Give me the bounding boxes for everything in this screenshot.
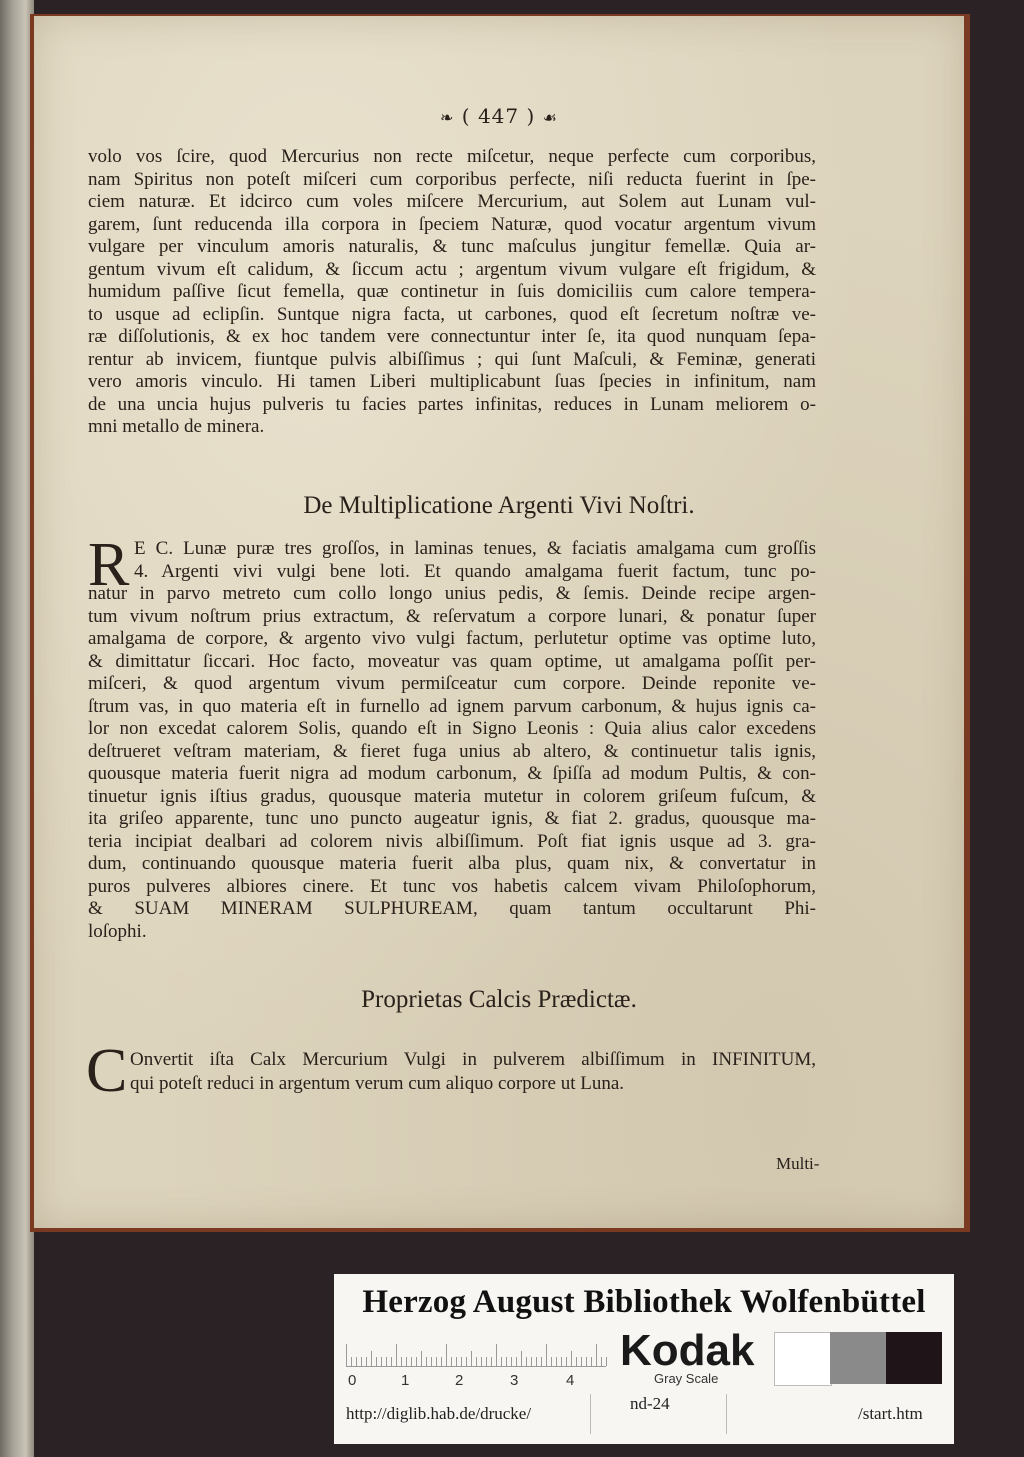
ruler-tick [481, 1357, 482, 1366]
card-divider [726, 1394, 727, 1434]
ruler-tick [436, 1357, 437, 1366]
ruler-tick [491, 1357, 492, 1366]
text-line: teria incipiat dealbari ad colorem nivis albiſſimum. Poſt fiat ignis usque ad 3. gra- [88, 830, 816, 852]
ruler-tick [446, 1344, 447, 1366]
ruler-tick [401, 1357, 402, 1366]
gray-scale-label: Gray Scale [654, 1371, 719, 1386]
ruler-tick [581, 1357, 582, 1366]
properties-paragraph [88, 1048, 816, 1096]
ruler-tick [511, 1357, 512, 1366]
ruler-tick [536, 1357, 537, 1366]
text-line: ciem naturæ. Et idcirco cum voles miſcere Mercurium, aut Solem aut Lunam vul- [88, 191, 816, 212]
text-line: mni metallo de minera. [88, 416, 265, 437]
ruler-tick [586, 1357, 587, 1366]
ruler-tick [556, 1357, 557, 1366]
ruler-tick [416, 1357, 417, 1366]
ruler-tick [501, 1357, 502, 1366]
text-line: puros pulveres albiores cinere. Et tunc vos habetis calcem vivam Philoſophorum, [88, 875, 816, 897]
text-line: rentur ab invicem, fiuntque pulvis albiſſimus ; qui ſunt Maſculi, & Feminæ, generati [88, 348, 816, 370]
ornament-left-icon: ❧ [440, 108, 455, 127]
shelf-code: nd-24 [630, 1394, 670, 1413]
ruler-tick [551, 1357, 552, 1366]
text-line: natur in parvo metreto cum collo longo unius pedis, & ſemis. Deinde recipe argen- [88, 583, 816, 604]
ruler-tick [411, 1357, 412, 1366]
ruler-tick [391, 1357, 392, 1366]
ruler-tick [366, 1357, 367, 1366]
text-line: & SUAM MINERAM SULPHUREAM, quam tantum occultarunt Phi- [88, 898, 816, 919]
text-line: deſtrueret veſtram materiam, & fieret fuga unius ab altero, & continuetur talis ignis, [88, 740, 816, 762]
ruler-tick [471, 1351, 472, 1366]
drop-cap-c: C [86, 1037, 128, 1105]
ruler-tick [461, 1357, 462, 1366]
ruler-tick [566, 1357, 567, 1366]
text-line: dum, continuando quousque materia fuerit alba plus, quam nix, & convertatur in [88, 853, 816, 874]
ruler-tick [476, 1357, 477, 1366]
ruler-tick [531, 1357, 532, 1366]
url-right: /start.htm [858, 1404, 923, 1423]
text-line: & dimittatur ſiccari. Hoc facto, moveatur vas quam optime, ut amalgama poſſit per- [88, 650, 816, 672]
ruler-tick [346, 1344, 347, 1366]
gray-swatch-mid [830, 1332, 886, 1384]
section-heading-properties: Proprietas Calcis Prædictæ. [361, 986, 637, 1013]
ruler-tick [421, 1351, 422, 1366]
ruler-tick [506, 1357, 507, 1366]
ruler-tick [591, 1357, 592, 1366]
ruler-tick [356, 1357, 357, 1366]
text-line: gentum vivum eſt calidum, & ſiccum actu ; argentum vivum vulgare eſt frigidum, & [88, 258, 816, 280]
text-line: Onvertit iſta Calx Mercurium Vulgi in pulverem albiſſimum in INFINITUM, [130, 1049, 816, 1070]
ruler-tick [406, 1357, 407, 1366]
section-heading-multiplication: De Multiplicatione Argenti Vivi Noſtri. [303, 492, 695, 519]
multiplication-paragraph [88, 538, 816, 943]
ruler-tick [396, 1344, 397, 1366]
ruler-tick [596, 1344, 597, 1366]
text-line: 4. Argenti vivi vulgi bene loti. Et quando amalgama fuerit factum, tunc po- [134, 560, 816, 582]
ruler-label: 2 [455, 1372, 464, 1389]
ruler-tick [571, 1351, 572, 1366]
ruler-tick [376, 1357, 377, 1366]
text-line: ſtrum vas, in quo materia eſt in furnello ad ignem parvum carbonum, & hujus ignis ca- [88, 695, 816, 717]
gray-swatch-black [886, 1332, 942, 1384]
text-line: lor non excedat calorem Solis, quando eſt in Signo Leonis : Quia alius calor excedens [88, 718, 816, 739]
text-line: to usque ad eclipſin. Suntque nigra facta, ut carbones, quod eſt ſecretum noſtræ ve- [88, 303, 816, 325]
ruler-label: 0 [348, 1372, 357, 1389]
text-line: garem, ſunt reducenda illa corpora in ſpeciem Naturæ, quod vocatur argentum vivum [88, 213, 816, 235]
text-line: ita griſeo apparente, tunc uno puncto augeatur ignis, & fiat 2. gradus, quousque ma- [88, 808, 816, 829]
ruler-tick [576, 1357, 577, 1366]
ruler-tick [541, 1357, 542, 1366]
ruler-tick [451, 1357, 452, 1366]
library-color-card [334, 1274, 954, 1444]
ruler-tick [546, 1344, 547, 1366]
kodak-logo: Kodak [620, 1326, 755, 1375]
text-line: nam Spiritus non poteſt miſceri cum corporibus perfecte, niſi reducta fuerint in ſpe- [88, 168, 816, 190]
ruler-tick [606, 1357, 607, 1366]
ruler-label: 4 [566, 1372, 575, 1389]
opening-paragraph [88, 146, 816, 439]
ruler-label: 1 [401, 1372, 410, 1389]
ruler-tick [486, 1357, 487, 1366]
ruler-tick [466, 1357, 467, 1366]
ruler-tick [601, 1357, 602, 1366]
ruler-tick [351, 1357, 352, 1366]
text-line: humidum paſſive ſicut femella, quæ continetur in ſuis domiciliis cum calore tempera- [88, 281, 816, 302]
text-line: de una uncia hujus pulveris tu facies partes infinitas, reduces in Lunam meliorem o- [88, 393, 816, 415]
text-line: ræ diſſolutionis, & ex hoc tandem vere connectuntur inter ſe, ita quod nunquam ſepa- [88, 326, 816, 347]
ruler-tick [441, 1357, 442, 1366]
ruler-tick [381, 1357, 382, 1366]
ruler-tick [371, 1351, 372, 1366]
facing-page-edge [0, 0, 34, 1457]
page-number: ❧ ( 447 ) ☙ [440, 104, 558, 128]
text-line: amalgama de corpore, & argento vivo vulgi factum, perlutetur optime vas optime luto, [88, 628, 816, 649]
ruler-tick [561, 1357, 562, 1366]
ruler-tick [426, 1357, 427, 1366]
text-line: quousque materia fuerit nigra ad modum carbonum, & ſpiſſa ad modum Pultis, & con- [88, 763, 816, 784]
ruler-tick [516, 1357, 517, 1366]
ruler-tick [361, 1357, 362, 1366]
text-line: miſceri, & quod argentum vivum permiſceatur cum corpore. Deinde reponite ve- [88, 673, 816, 694]
url-left: http://diglib.hab.de/drucke/ [346, 1404, 532, 1423]
text-line: loſophi. [88, 920, 147, 942]
ruler-tick [456, 1357, 457, 1366]
ruler-tick [386, 1357, 387, 1366]
card-divider [590, 1394, 591, 1434]
book-page [34, 16, 964, 1228]
ruler-label: 3 [510, 1372, 519, 1389]
text-line: vulgare per vinculum amoris naturalis, & tunc maſculus jungitur femellæ. Quia ar- [88, 236, 816, 257]
ruler-tick [521, 1351, 522, 1366]
text-line: vero amoris vinculo. Hi tamen Liberi multiplicabunt ſuas ſpecies in infinitum, nam [88, 371, 816, 392]
ornament-right-icon: ☙ [542, 108, 558, 127]
ruler-tick [431, 1357, 432, 1366]
scale-ruler [346, 1332, 606, 1367]
ruler-tick [496, 1344, 497, 1366]
text-line: tum vivum noſtrum prius extractum, & reſervatum a corpore lunari, & ponatur ſuper [88, 605, 816, 627]
library-title: Herzog August Bibliothek Wolfenbüttel [362, 1284, 926, 1320]
text-line: tinuetur ignis iſtius gradus, quousque materia mutetur in colorem griſeum fuſcum, & [88, 785, 816, 807]
catchword: Multi- [776, 1154, 820, 1173]
text-line: qui poteſt reduci in argentum verum cum aliquo corpore ut Luna. [130, 1073, 625, 1094]
text-line: volo vos ſcire, quod Mercurius non recte miſcetur, neque perfecte cum corporibus, [88, 146, 816, 167]
gray-swatch-white [774, 1332, 832, 1386]
text-line: E C. Lunæ puræ tres groſſos, in laminas tenues, & faciatis amalgama cum groſſis [134, 538, 816, 559]
ruler-tick [526, 1357, 527, 1366]
drop-cap-r: R [88, 531, 130, 599]
